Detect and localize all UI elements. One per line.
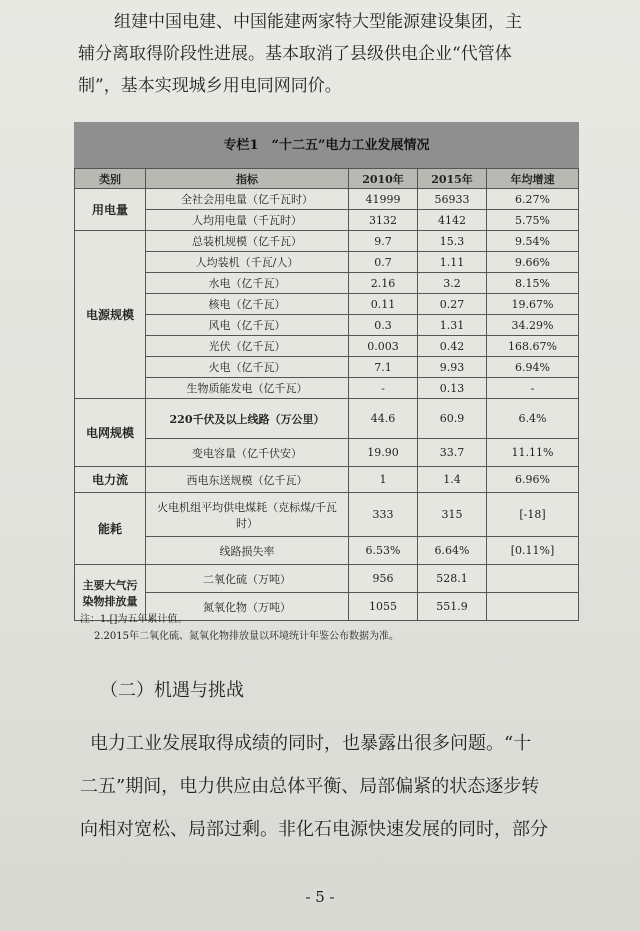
value-2010: 1055 (349, 593, 418, 621)
data-table-box (74, 122, 579, 621)
indicator-cell: 西电东送规模（亿千瓦） (146, 467, 349, 493)
indicator-cell: 人均装机（千瓦/人） (146, 252, 349, 273)
indicator-cell: 生物质能发电（亿千瓦） (146, 378, 349, 399)
table-row (75, 357, 579, 378)
value-2010: 6.53% (349, 537, 418, 565)
table-row (75, 294, 579, 315)
indicator-cell: 氮氧化物（万吨） (146, 593, 349, 621)
growth-cell: 11.11% (487, 439, 579, 467)
value-2015: 15.3 (418, 231, 487, 252)
value-2015: 56933 (418, 189, 487, 210)
indicator-cell: 光伏（亿千瓦） (146, 336, 349, 357)
category-cell: 电网规模 (75, 399, 146, 467)
text-line: 组建中国电建、中国能建两家特大型能源建设集团，主 (114, 12, 522, 32)
value-2010: 0.7 (349, 252, 418, 273)
value-2010: 9.7 (349, 231, 418, 252)
value-2010: - (349, 378, 418, 399)
indicator-cell: 火电（亿千瓦） (146, 357, 349, 378)
page-number: - 5 - (305, 888, 335, 906)
value-2015: 9.93 (418, 357, 487, 378)
growth-cell: 6.4% (487, 399, 579, 439)
note-line: 2.2015年二氧化硫、氮氧化物排放量以环境统计年鉴公布数据为准。 (94, 631, 399, 642)
value-2015: 315 (418, 493, 487, 537)
value-2015: 3.2 (418, 273, 487, 294)
indicator-cell: 核电（亿千瓦） (146, 294, 349, 315)
indicator-cell: 风电（亿千瓦） (146, 315, 349, 336)
value-2010: 333 (349, 493, 418, 537)
section-heading: （二）机遇与挑战 (100, 680, 244, 701)
table-row (75, 336, 579, 357)
indicator-cell: 二氧化硫（万吨） (146, 565, 349, 593)
header-category: 类别 (75, 169, 146, 189)
growth-cell (487, 565, 579, 593)
header-2015: 2015年 (418, 169, 487, 189)
indicator-cell: 火电机组平均供电煤耗（克标煤/千瓦时） (146, 493, 349, 537)
note-line: 注：1.[]为五年累计值。 (80, 614, 188, 625)
text-line: 电力工业发展取得成绩的同时，也暴露出很多问题。“十 (90, 733, 532, 754)
table-row (75, 273, 579, 294)
category-cell: 主要大气污染物排放量 (75, 565, 146, 621)
value-2010: 2.16 (349, 273, 418, 294)
power-industry-table (74, 168, 579, 621)
growth-cell: 5.75% (487, 210, 579, 231)
value-2015: 0.42 (418, 336, 487, 357)
indicator-cell: 总装机规模（亿千瓦） (146, 231, 349, 252)
value-2010: 1 (349, 467, 418, 493)
value-2010: 44.6 (349, 399, 418, 439)
indicator-cell: 全社会用电量（亿千瓦时） (146, 189, 349, 210)
growth-cell: [-18] (487, 493, 579, 537)
text-line: 辅分离取得阶段性进展。基本取消了县级供电企业“代管体 (78, 44, 512, 64)
table-notes (80, 611, 580, 645)
indicator-cell: 变电容量（亿千伏安） (146, 439, 349, 467)
table-row (75, 537, 579, 565)
table-row (75, 467, 579, 493)
table-row (75, 189, 579, 210)
growth-cell: 6.94% (487, 357, 579, 378)
table-row (75, 315, 579, 336)
value-2015: 0.27 (418, 294, 487, 315)
table-row (75, 231, 579, 252)
value-2015: 33.7 (418, 439, 487, 467)
value-2015: 1.11 (418, 252, 487, 273)
value-2010: 19.90 (349, 439, 418, 467)
growth-cell: [0.11%] (487, 537, 579, 565)
category-cell: 电力流 (75, 467, 146, 493)
indicator-cell: 220千伏及以上线路（万公里） (146, 399, 349, 439)
value-2010: 7.1 (349, 357, 418, 378)
text-line: 二五”期间，电力供应由总体平衡、局部偏紧的状态逐步转 (80, 776, 540, 797)
table-row (75, 399, 579, 439)
intro-paragraph (78, 6, 598, 102)
growth-cell: 168.67% (487, 336, 579, 357)
growth-cell: 8.15% (487, 273, 579, 294)
table-row (75, 252, 579, 273)
value-2010: 0.3 (349, 315, 418, 336)
indicator-cell: 水电（亿千瓦） (146, 273, 349, 294)
value-2015: 1.4 (418, 467, 487, 493)
table-header-row (75, 169, 579, 189)
category-cell: 用电量 (75, 189, 146, 231)
category-cell: 能耗 (75, 493, 146, 565)
value-2015: 551.9 (418, 593, 487, 621)
value-2015: 0.13 (418, 378, 487, 399)
table-row (75, 439, 579, 467)
text-line: 向相对宽松、局部过剩。非化石电源快速发展的同时，部分 (80, 819, 548, 840)
table-row (75, 210, 579, 231)
value-2010: 956 (349, 565, 418, 593)
value-2010: 41999 (349, 189, 418, 210)
value-2010: 3132 (349, 210, 418, 231)
table-row (75, 493, 579, 537)
header-2010: 2010年 (349, 169, 418, 189)
value-2015: 60.9 (418, 399, 487, 439)
value-2015: 1.31 (418, 315, 487, 336)
growth-cell: 9.54% (487, 231, 579, 252)
growth-cell: 9.66% (487, 252, 579, 273)
indicator-cell: 线路损失率 (146, 537, 349, 565)
category-cell: 电源规模 (75, 231, 146, 399)
header-growth: 年均增速 (487, 169, 579, 189)
growth-cell: 34.29% (487, 315, 579, 336)
body-paragraph (80, 722, 600, 851)
header-indicator: 指标 (146, 169, 349, 189)
value-2015: 528.1 (418, 565, 487, 593)
table-title: 专栏1 “十二五”电力工业发展情况 (74, 122, 579, 168)
growth-cell: 6.27% (487, 189, 579, 210)
value-2010: 0.11 (349, 294, 418, 315)
text-line: 制”，基本实现城乡用电同网同价。 (78, 76, 342, 96)
growth-cell: 19.67% (487, 294, 579, 315)
table-row (75, 565, 579, 593)
value-2010: 0.003 (349, 336, 418, 357)
value-2015: 4142 (418, 210, 487, 231)
table-row (75, 378, 579, 399)
indicator-cell: 人均用电量（千瓦时） (146, 210, 349, 231)
growth-cell: - (487, 378, 579, 399)
growth-cell: 6.96% (487, 467, 579, 493)
value-2015: 6.64% (418, 537, 487, 565)
